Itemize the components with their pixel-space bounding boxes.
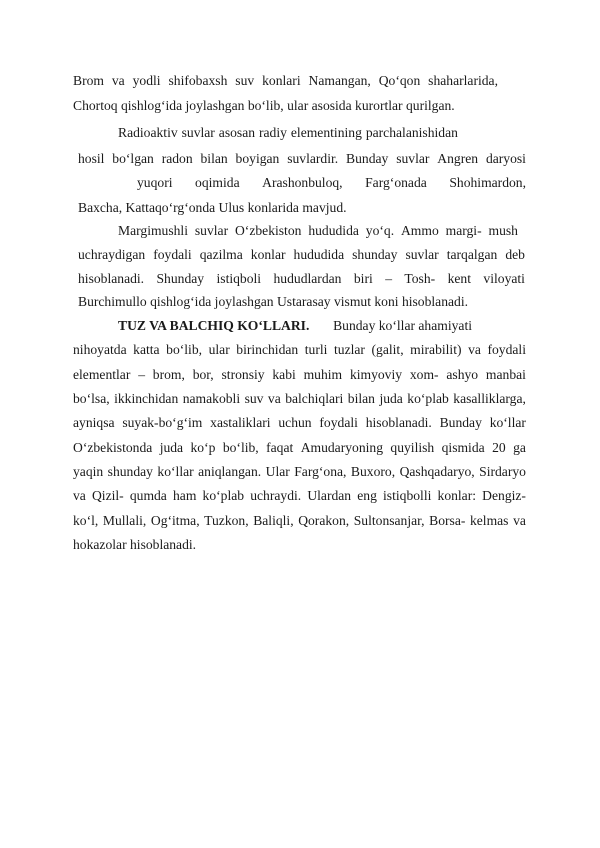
p4-line-8: va Qizil- qumda ham ko‘plab uchraydi. Ulardan eng istiqbolli konlar: Dengiz-	[73, 488, 526, 503]
p2-line-3	[137, 175, 526, 191]
p4-line-9: ko‘l, Mullali, Og‘itma, Tuzkon, Baliqli, Qorakon, Sultonsanjar, Borsa- kelmas va	[73, 513, 526, 528]
p1-line-1: Brom va yodli shifobaxsh suv konlari Namangan, Qo‘qon shaharlarida,	[73, 73, 498, 88]
p4-line-1-rest: Bunday ko‘llar ahamiyati	[333, 318, 472, 333]
p2-line-3-word-4: Farg‘onada	[365, 175, 427, 190]
p1-line-2: Chortoq qishlog‘ida joylashgan bo‘lib, ular asosida kurortlar qurilgan.	[73, 98, 455, 113]
p2-line-1: Radioaktiv suvlar asosan radiy elementining parchalanishidan	[118, 125, 458, 140]
p2-line-3-word-5: Shohimardon,	[449, 175, 526, 190]
p4-line-6: O‘zbekistonda juda ko‘p bo‘lib, faqat Amudaryoning quyilish qismida 20 ga	[73, 440, 526, 455]
section-heading: TUZ VA BALCHIQ KO‘LLARI.	[118, 318, 310, 333]
p4-line-4: bo‘lsa, ikkinchidan namakobli suv va balchiqlari bilan juda ko‘plab kasalliklarga,	[73, 391, 526, 406]
p4-line-2: nihoyatda katta bo‘lib, ular birinchidan turli tuzlar (galit, mirabilit) va foydali	[73, 342, 526, 357]
p2-line-3-word-3: Arashonbuloq,	[262, 175, 343, 190]
p2-line-3-word-1: yuqori	[137, 175, 173, 190]
p3-line-2: uchraydigan foydali qazilma konlar hududida shunday suvlar tarqalgan deb	[78, 247, 525, 262]
p2-line-2: hosil bo‘lgan radon bilan boyigan suvlardir. Bunday suvlar Angren daryosi	[78, 151, 526, 166]
p4-line-5: ayniqsa suyak-bo‘g‘im xastaliklari uchun foydali hisoblanadi. Bunday ko‘llar	[73, 415, 526, 430]
p4-line-3: elementlar – brom, bor, stronsiy kabi muhim kimyoviy xom- ashyo manbai	[73, 367, 526, 382]
p4-line-1	[118, 318, 472, 334]
p4-line-10: hokazolar hisoblanadi.	[73, 537, 197, 552]
p3-line-3: hisoblanadi. Shunday istiqboli hududlardan biri – Tosh- kent viloyati	[78, 271, 525, 286]
p2-line-4: Baxcha, Kattaqo‘rg‘onda Ulus konlarida mavjud.	[78, 200, 347, 215]
p3-line-1: Margimushli suvlar O‘zbekiston hududida yo‘q. Ammo margi- mush	[118, 223, 518, 238]
p4-line-7: yaqin shunday ko‘llar aniqlangan. Ular Farg‘ona, Buxoro, Qashqadaryo, Sirdaryo	[73, 464, 526, 479]
p2-line-3-word-2: oqimida	[195, 175, 240, 190]
p3-line-4: Burchimullo qishlog‘ida joylashgan Ustarasay vismut koni hisoblanadi.	[78, 294, 469, 309]
